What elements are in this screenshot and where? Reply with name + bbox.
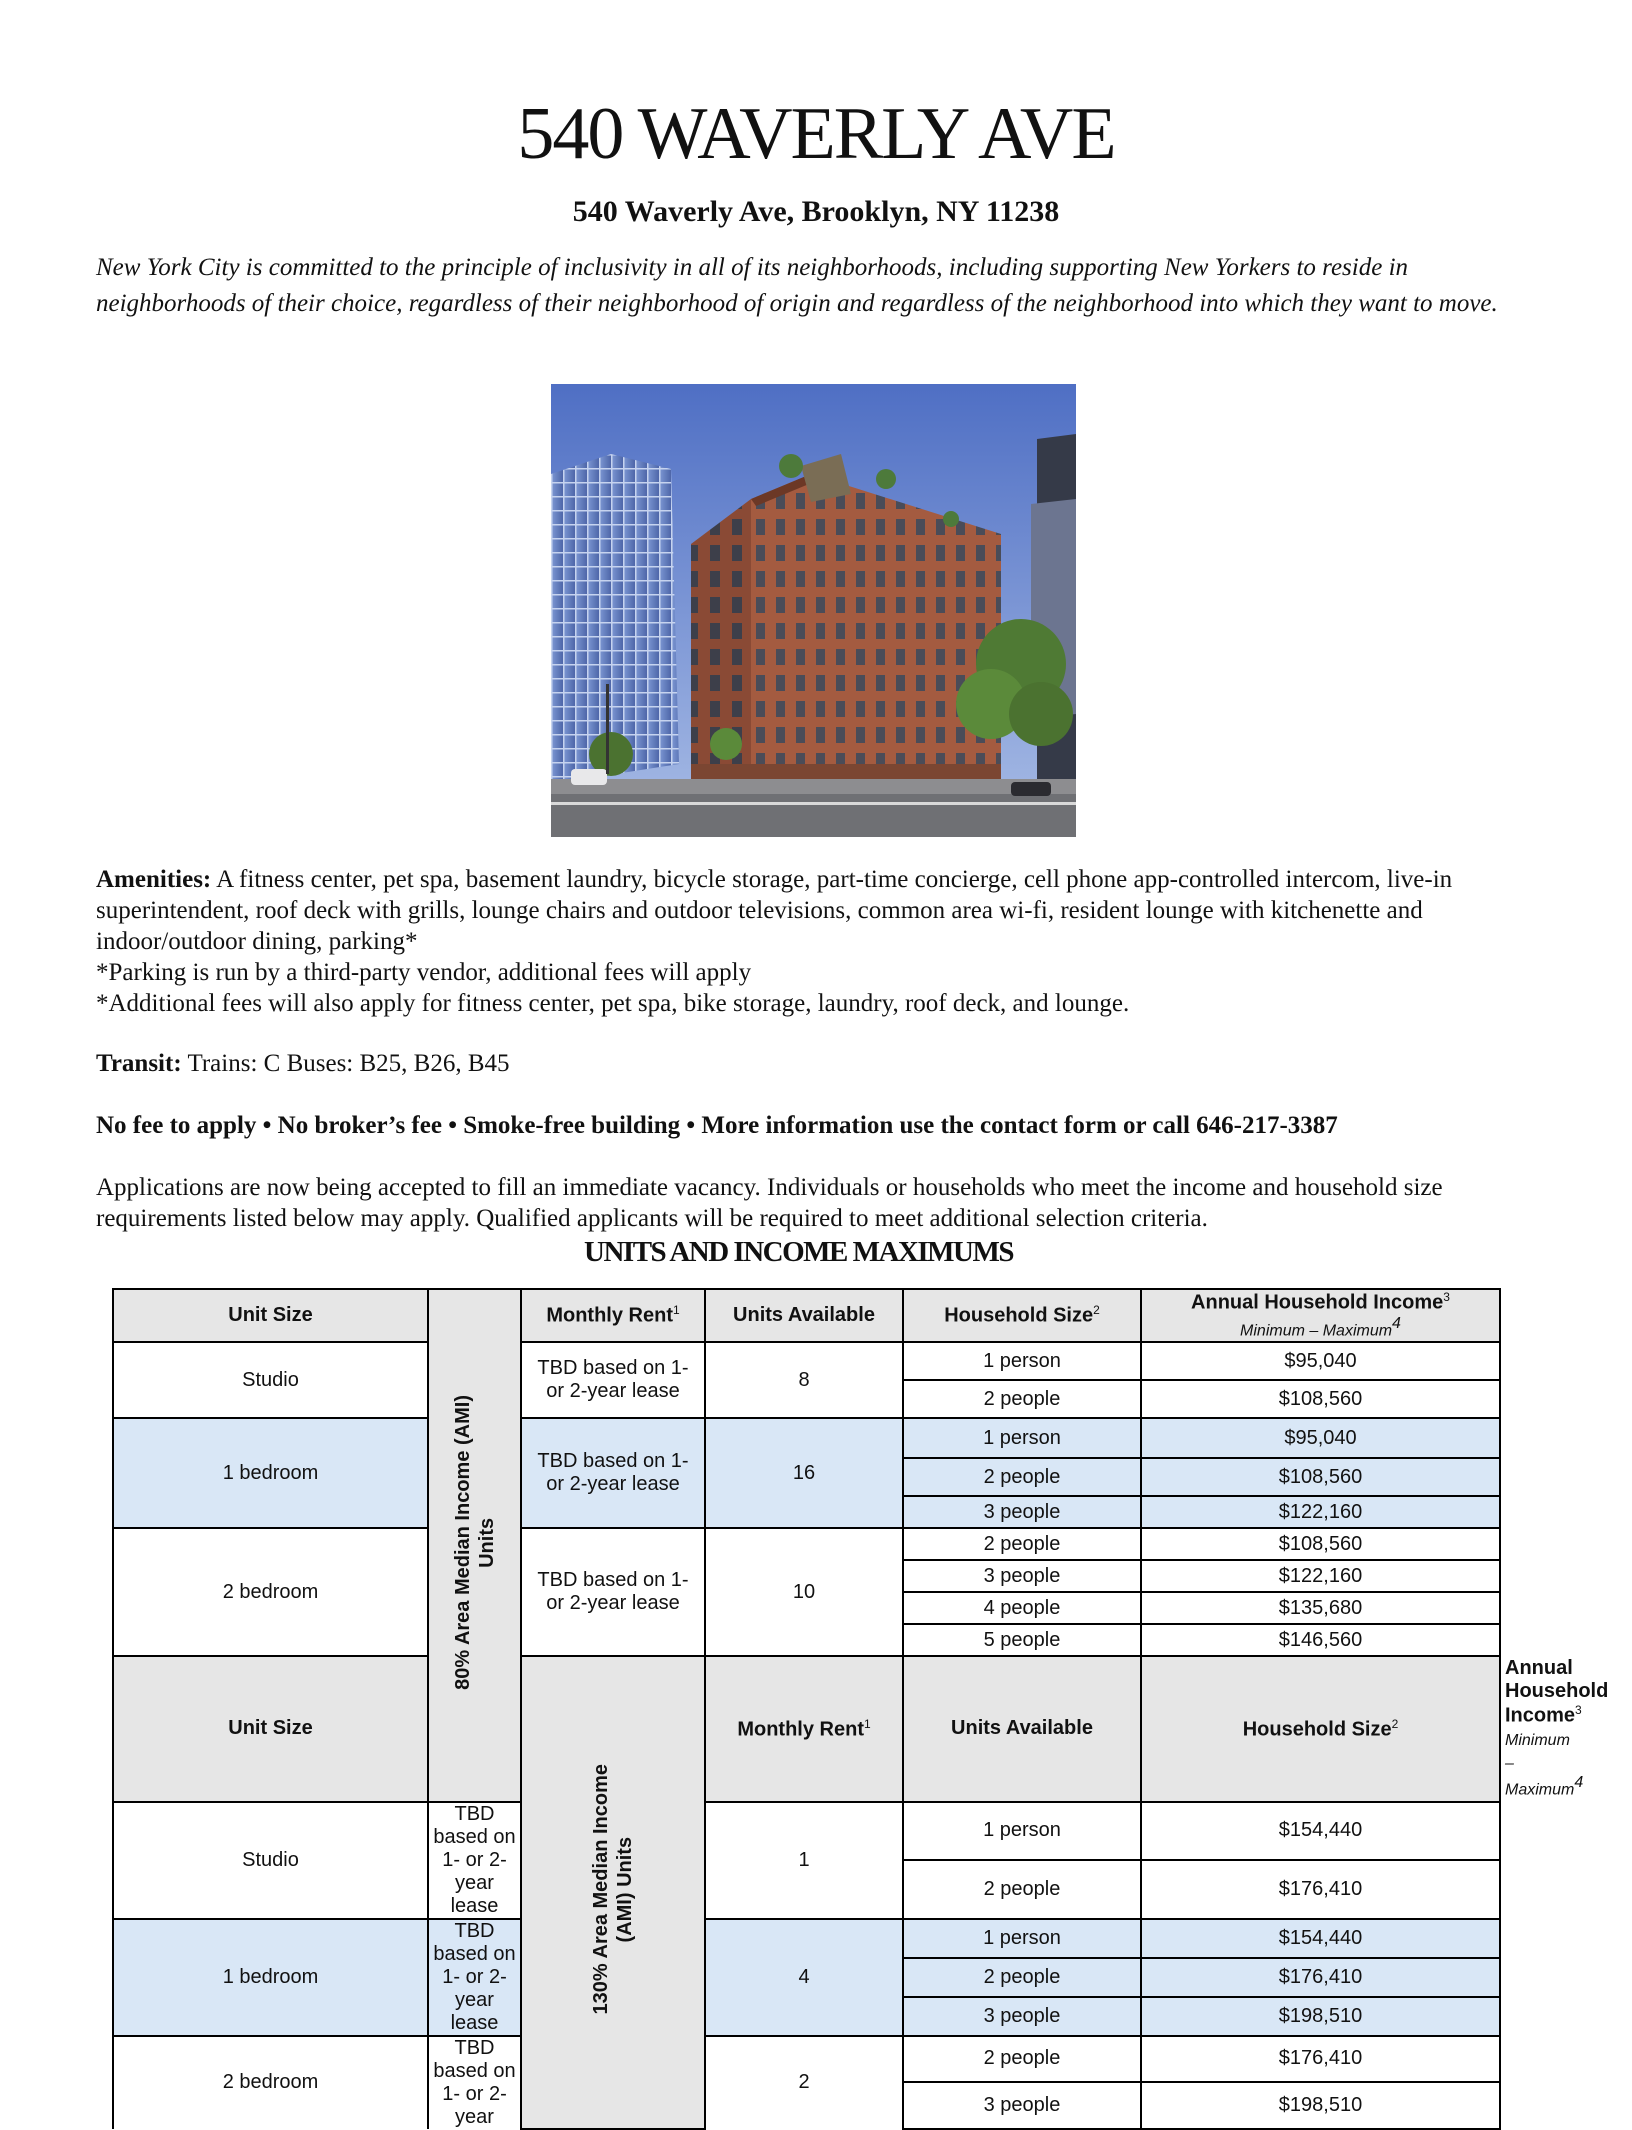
income-cell: $122,160 (1141, 1496, 1500, 1528)
income-cell: $95,040 (1141, 1342, 1500, 1380)
transit-section (96, 1048, 510, 1079)
table-header-row: Unit Size 130% Area Median Income (AMI) Units Monthly Rent$^1$ Units Available Household Size$^2$ Annual Household Income$^3$ Minimum – Maximum$^4$ (113, 1656, 1500, 1801)
amenities-label: Amenities: (96, 866, 212, 893)
unit-size-header: Unit Size (113, 1289, 428, 1342)
rent-cell: TBD based on 1- or 2-year (428, 2036, 521, 2129)
additional-fees-note: *Additional fees will also apply for fitness center, pet spa, bike storage, laundry, roof deck, and lounge. (96, 990, 1130, 1017)
household-size-cell: 5 people (903, 1624, 1141, 1656)
parking-note: *Parking is run by a third-party vendor, additional fees will apply (96, 959, 752, 986)
building-rendering-image (551, 384, 1076, 837)
household-size-header: Household Size$^2$ (1141, 1656, 1500, 1801)
household-size-cell: 2 people (903, 1458, 1141, 1496)
unit-size-cell: 1 bedroom (113, 1919, 428, 2036)
income-cell: $176,410 (1141, 1860, 1500, 1919)
units-income-heading: UNITS AND INCOME MAXIMUMS (584, 1236, 1013, 1268)
units-available-cell: 1 (705, 1802, 903, 1919)
unit-size-header: Unit Size (113, 1656, 428, 1801)
unit-size-cell: Studio (113, 1802, 428, 1919)
units-available-cell: 16 (705, 1418, 903, 1528)
units-available-cell: 8 (705, 1342, 903, 1418)
ami-130-label-cell (521, 1656, 705, 2128)
household-size-cell: 1 person (903, 1418, 1141, 1458)
annual-income-header: Annual Household Income$^3$ Minimum – Maximum$^4$ (1141, 1289, 1500, 1342)
units-available-header: Units Available (903, 1656, 1141, 1801)
unit-size-cell: Studio (113, 1342, 428, 1418)
monthly-rent-header: Monthly Rent$^1$ (705, 1656, 903, 1801)
table-row (113, 1342, 1500, 1380)
monthly-rent-header: Monthly Rent$^1$ (521, 1289, 705, 1342)
income-cell: $108,560 (1141, 1528, 1500, 1560)
applications-paragraph: Applications are now being accepted to fill an immediate vacancy. Individuals or households who meet the income and household size requirements listed below may apply. Qualified applicants will be required to meet additional selection criteria. (96, 1174, 1443, 1232)
units-available-header: Units Available (705, 1289, 903, 1342)
ami-130-label: 130% Area Median Income (AMI) Units (590, 1764, 636, 2015)
income-cell: $122,160 (1141, 1560, 1500, 1592)
income-cell: $95,040 (1141, 1418, 1500, 1458)
transit-label: Transit: (96, 1050, 182, 1077)
income-cell: $154,440 (1141, 1802, 1500, 1861)
household-size-cell: 1 person (903, 1342, 1141, 1380)
income-cell: $135,680 (1141, 1592, 1500, 1624)
table-row (113, 1919, 1500, 1958)
income-cell: $108,560 (1141, 1380, 1500, 1418)
household-size-cell: 2 people (903, 1528, 1141, 1560)
household-size-cell: 1 person (903, 1802, 1141, 1861)
table-row (113, 1418, 1500, 1458)
amenities-text: A fitness center, pet spa, basement laundry, bicycle storage, part-time concierge, cell phone app-controlled intercom, live-in superintendent, roof deck with grills, lounge chairs and outdoor televisions, common area wi-fi, resident lounge with kitchenette and indoor/outdoor dining, parking* (96, 866, 1453, 955)
household-size-cell: 2 people (903, 2036, 1141, 2083)
rent-cell: TBD based on 1- or 2-year lease (428, 1802, 521, 1919)
income-table (112, 1288, 1609, 2130)
household-size-cell: 4 people (903, 1592, 1141, 1624)
page-title: 540 WAVERLY AVE (517, 93, 1115, 175)
units-available-cell: 10 (705, 1528, 903, 1656)
income-cell: $146,560 (1141, 1624, 1500, 1656)
income-cell: $198,510 (1141, 1997, 1500, 2036)
rent-cell: TBD based on 1- or 2-year lease (428, 1919, 521, 2036)
units-available-cell: 4 (705, 1919, 903, 2036)
household-size-cell: 1 person (903, 1919, 1141, 1958)
building-address: 540 Waverly Ave, Brooklyn, NY 11238 (572, 195, 1060, 228)
ami-80-label-cell (428, 1289, 521, 1802)
unit-size-cell: 2 bedroom (113, 2036, 428, 2129)
income-cell: $176,410 (1141, 1958, 1500, 1997)
income-cell: $176,410 (1141, 2036, 1500, 2083)
household-size-cell: 3 people (903, 2082, 1141, 2129)
transit-text: Trains: C Buses: B25, B26, B45 (187, 1050, 510, 1077)
table-row (113, 1528, 1500, 1560)
household-size-header: Household Size$^2$ (903, 1289, 1141, 1342)
table-row (113, 1802, 1500, 1861)
household-size-cell: 2 people (903, 1380, 1141, 1418)
no-fee-line: No fee to apply • No broker’s fee • Smoke-free building • More information use the contact form or call 646-217-3387 (96, 1112, 1338, 1139)
table-row (113, 2036, 1500, 2083)
ami-80-label: 80% Area Median Income (AMI) Units (451, 1394, 498, 1690)
unit-size-cell: 2 bedroom (113, 1528, 428, 1656)
rent-cell: TBD based on 1- or 2-year lease (521, 1342, 705, 1418)
household-size-cell: 2 people (903, 1958, 1141, 1997)
household-size-cell: 3 people (903, 1997, 1141, 2036)
units-available-cell: 2 (705, 2036, 903, 2129)
income-cell: $108,560 (1141, 1458, 1500, 1496)
table-header-row (113, 1289, 1500, 1342)
rent-cell: TBD based on 1- or 2-year lease (521, 1528, 705, 1656)
inclusivity-statement: New York City is committed to the principle of inclusivity in all of its neighborhoods, including supporting New Yorkers to reside in neighborhoods of their choice, regardless of their neighborhood of origin and regardless of the neighborhood into which they want to move. (96, 254, 1498, 317)
amenities-section (96, 864, 1556, 1019)
income-cell: $198,510 (1141, 2082, 1500, 2129)
income-cell: $154,440 (1141, 1919, 1500, 1958)
rent-cell: TBD based on 1- or 2-year lease (521, 1418, 705, 1528)
unit-size-cell: 1 bedroom (113, 1418, 428, 1528)
household-size-cell: 2 people (903, 1860, 1141, 1919)
household-size-cell: 3 people (903, 1496, 1141, 1528)
household-size-cell: 3 people (903, 1560, 1141, 1592)
